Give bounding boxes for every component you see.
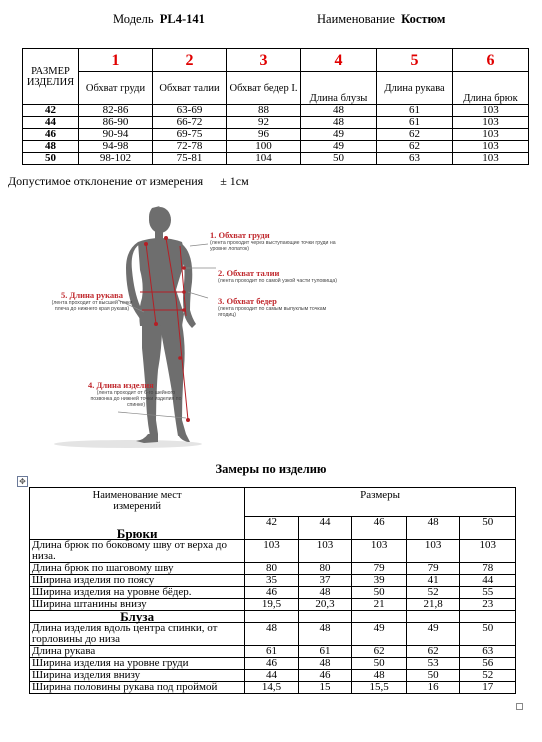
- measurement-figure: [40, 198, 340, 456]
- value-cell: 103: [406, 539, 460, 562]
- value-cell: 35: [245, 574, 299, 586]
- table-row: [23, 117, 529, 129]
- size-header-cell: 44: [298, 516, 352, 539]
- size-cell: 42: [23, 105, 79, 117]
- row-label: Ширина изделия внизу: [30, 669, 245, 681]
- size-row-header: РАЗМЕР ИЗДЕЛИЯ: [23, 49, 79, 105]
- value-cell: 103: [298, 539, 352, 562]
- measurements-title: Замеры по изделию: [215, 462, 327, 476]
- value-cell: 17: [460, 681, 516, 693]
- size-header-cell: 46: [352, 516, 407, 539]
- value-cell: 62: [352, 645, 407, 657]
- value-cell: 69-75: [153, 129, 227, 141]
- value-cell: 46: [245, 657, 299, 669]
- annotation-hips: [218, 296, 340, 318]
- value-cell: 49: [301, 141, 377, 153]
- col-label: Длина рукава: [377, 72, 453, 105]
- size-cell: 46: [23, 129, 79, 141]
- place-header: Наименование мест измерений: [30, 488, 245, 517]
- table-row: [30, 586, 516, 598]
- value-cell: 48: [298, 586, 352, 598]
- table-row: [30, 539, 516, 562]
- row-label: Длина брюк по шаговому шву: [30, 562, 245, 574]
- value-cell: 50: [460, 622, 516, 645]
- value-cell: 52: [460, 669, 516, 681]
- value-cell: 103: [453, 129, 529, 141]
- value-cell: 90-94: [79, 129, 153, 141]
- value-cell: 48: [298, 657, 352, 669]
- value-cell: 53: [406, 657, 460, 669]
- col-label: Обхват талии: [153, 72, 227, 105]
- value-cell: 50: [406, 669, 460, 681]
- annotation-chest: [210, 230, 342, 252]
- row-label: Ширина изделия на уровне бёдер.: [30, 586, 245, 598]
- table-row: [30, 562, 516, 574]
- row-label: Длина брюк по боковому шву от верха до низа.: [30, 539, 245, 562]
- annotation-desc: (лента проходит по самой узкой части туловища): [218, 278, 337, 284]
- value-cell: 14,5: [245, 681, 299, 693]
- value-cell: 16: [406, 681, 460, 693]
- value-cell: 62: [377, 141, 453, 153]
- value-cell: 15: [298, 681, 352, 693]
- value-cell: 48: [301, 117, 377, 129]
- table-row: [30, 645, 516, 657]
- value-cell: 48: [301, 105, 377, 117]
- value-cell: 44: [245, 669, 299, 681]
- value-cell: 15,5: [352, 681, 407, 693]
- col-number: 4: [301, 49, 377, 72]
- value-cell: 103: [453, 105, 529, 117]
- model-header: [113, 12, 205, 27]
- row-label: Длина рукава: [30, 645, 245, 657]
- value-cell: 79: [352, 562, 407, 574]
- value-cell: 92: [227, 117, 301, 129]
- measurements-table: [29, 487, 516, 694]
- annotation-length: [88, 380, 184, 408]
- col-number: 2: [153, 49, 227, 72]
- value-cell: 103: [453, 153, 529, 165]
- tolerance-note: [8, 174, 249, 189]
- value-cell: 44: [460, 574, 516, 586]
- value-cell: 55: [460, 586, 516, 598]
- annotation-desc: (лента проходит от 6-го шейного позвонка до нижней точки изделия по спинке): [90, 390, 182, 408]
- value-cell: 61: [377, 117, 453, 129]
- size-header-cell: 50: [460, 516, 516, 539]
- name-header: [317, 12, 445, 27]
- value-cell: 103: [245, 539, 299, 562]
- row-label: Ширина изделия на уровне груди: [30, 657, 245, 669]
- value-cell: 103: [453, 117, 529, 129]
- col-number: 3: [227, 49, 301, 72]
- value-cell: 48: [298, 622, 352, 645]
- value-cell: 100: [227, 141, 301, 153]
- col-number: 1: [79, 49, 153, 72]
- name-label: Наименование: [317, 12, 395, 26]
- value-cell: 78: [460, 562, 516, 574]
- annotation-title: 4. Длина изделия: [88, 380, 154, 390]
- section-trousers: Брюки: [30, 516, 245, 539]
- value-cell: 66-72: [153, 117, 227, 129]
- annotation-desc: (лента проходит по самым выпуклым точкам ягодиц): [218, 306, 327, 318]
- value-cell: 21,8: [406, 598, 460, 610]
- table-row: [23, 105, 529, 117]
- value-cell: 104: [227, 153, 301, 165]
- value-cell: 20,3: [298, 598, 352, 610]
- value-cell: 62: [406, 645, 460, 657]
- value-cell: 63-69: [153, 105, 227, 117]
- value-cell: 79: [406, 562, 460, 574]
- sizes-header: Размеры: [245, 488, 516, 517]
- value-cell: 103: [453, 141, 529, 153]
- value-cell: 61: [245, 645, 299, 657]
- value-cell: 61: [298, 645, 352, 657]
- value-cell: 88: [227, 105, 301, 117]
- table-move-handle-icon[interactable]: ✥: [17, 476, 28, 487]
- col-label: Обхват бедер I.: [227, 72, 301, 105]
- col-label: Длина блузы: [301, 72, 377, 105]
- table-resize-handle[interactable]: [516, 703, 523, 710]
- annotation-sleeve: [48, 290, 136, 312]
- value-cell: 41: [406, 574, 460, 586]
- model-code: PL4-141: [159, 12, 205, 26]
- tolerance-text: Допустимое отклонение от измерения: [8, 174, 204, 188]
- size-header-cell: 48: [406, 516, 460, 539]
- tolerance-value: ± 1см: [220, 174, 249, 188]
- value-cell: 80: [245, 562, 299, 574]
- size-cell: 50: [23, 153, 79, 165]
- table-row: [30, 622, 516, 645]
- table-row: [23, 153, 529, 165]
- value-cell: 103: [352, 539, 407, 562]
- size-header-cell: 42: [245, 516, 299, 539]
- table-row: [23, 141, 529, 153]
- annotation-desc: (лента проходит от высшей точки плеча до нижнего края рукава): [51, 300, 133, 312]
- value-cell: 75-81: [153, 153, 227, 165]
- table-row: [30, 681, 516, 693]
- col-number: 6: [453, 49, 529, 72]
- value-cell: 96: [227, 129, 301, 141]
- annotation-title: 1. Обхват груди: [210, 230, 270, 240]
- table-row: [30, 669, 516, 681]
- row-label: Ширина половины рукава под проймой: [30, 681, 245, 693]
- value-cell: 49: [352, 622, 407, 645]
- value-cell: 86-90: [79, 117, 153, 129]
- col-number: 5: [377, 49, 453, 72]
- annotation-desc: (лента проходит через выступающие точки груди на уровне лопаток): [210, 240, 336, 252]
- table-row: [30, 598, 516, 610]
- value-cell: 48: [245, 622, 299, 645]
- row-label: Ширина изделия по поясу: [30, 574, 245, 586]
- value-cell: 21: [352, 598, 407, 610]
- value-cell: 50: [352, 586, 407, 598]
- table-row: [23, 129, 529, 141]
- annotation-title: 2. Обхват талии: [218, 268, 280, 278]
- value-cell: 50: [301, 153, 377, 165]
- value-cell: 23: [460, 598, 516, 610]
- value-cell: 63: [377, 153, 453, 165]
- row-label: Ширина штанины внизу: [30, 598, 245, 610]
- value-cell: 94-98: [79, 141, 153, 153]
- value-cell: 72-78: [153, 141, 227, 153]
- value-cell: 63: [460, 645, 516, 657]
- value-cell: 48: [352, 669, 407, 681]
- row-label: Длина изделия вдоль центра спинки, от горловины до низа: [30, 622, 245, 645]
- size-cell: 44: [23, 117, 79, 129]
- name-value: Костюм: [401, 12, 446, 26]
- value-cell: 103: [460, 539, 516, 562]
- value-cell: 98-102: [79, 153, 153, 165]
- value-cell: 37: [298, 574, 352, 586]
- value-cell: 82-86: [79, 105, 153, 117]
- value-cell: 52: [406, 586, 460, 598]
- annotation-title: 3. Обхват бедер: [218, 296, 277, 306]
- value-cell: 46: [245, 586, 299, 598]
- value-cell: 50: [352, 657, 407, 669]
- section-blouse: Блуза: [30, 610, 245, 622]
- col-label: Длина брюк: [453, 72, 529, 105]
- size-cell: 48: [23, 141, 79, 153]
- value-cell: 49: [301, 129, 377, 141]
- value-cell: 62: [377, 129, 453, 141]
- col-label: Обхват груди: [79, 72, 153, 105]
- value-cell: 19,5: [245, 598, 299, 610]
- value-cell: 46: [298, 669, 352, 681]
- value-cell: 39: [352, 574, 407, 586]
- annotation-waist: [218, 268, 338, 284]
- value-cell: 49: [406, 622, 460, 645]
- value-cell: 61: [377, 105, 453, 117]
- size-table: [22, 48, 529, 165]
- value-cell: 56: [460, 657, 516, 669]
- table-row: [30, 574, 516, 586]
- value-cell: 80: [298, 562, 352, 574]
- table-row: [30, 657, 516, 669]
- annotation-title: 5. Длина рукава: [60, 290, 123, 300]
- model-label: Модель: [113, 12, 154, 26]
